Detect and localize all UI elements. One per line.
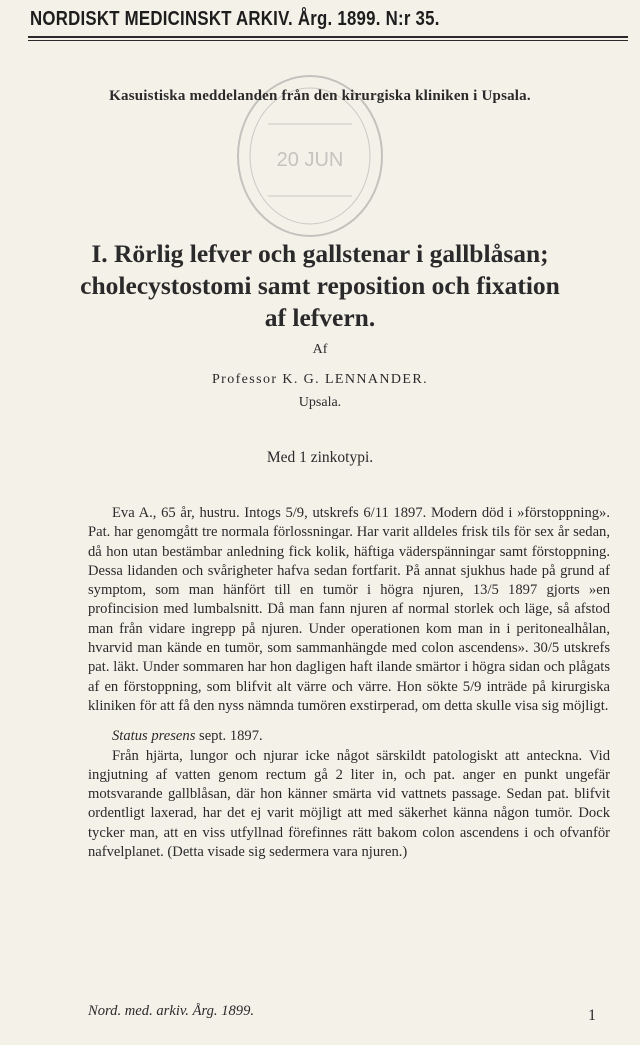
page-footer <box>88 1003 610 1024</box>
status-heading: Status presens sept. 1897. <box>112 728 263 745</box>
journal-header: NORDISKT MEDICINSKT ARKIV. Årg. 1899. N:r 35. <box>30 8 440 30</box>
footer-journal: Nord. med. arkiv. Årg. 1899. <box>88 1003 255 1019</box>
figure-note: Med 1 zinkotypi. <box>266 449 374 466</box>
title-line-2: cholecystostomi samt reposition och fixation <box>80 271 560 300</box>
library-stamp <box>150 46 470 256</box>
header-rule <box>28 36 628 38</box>
title-line-3: af lefvern. <box>264 303 376 332</box>
paragraph-status: Från hjärta, lungor och njurar icke något särskildt patologiskt att anteckna. Vid ingjutning af vatten genom rectum gå 2 liter in, och pat. anger en punkt ungefär motsvarande gallblåsan, där hon känner smärta vid vattnets passage. Sedan pat. blifvit ordentligt laxerad, har det ej varit möjligt att med säkerhet känna någon tumör. Dock tycker man, att en viss utfyllnad förefinnes rätt bakom colon ascendens i och ofvanför nafvelplanet. (Detta visade sig sedermera vara njuren.) <box>88 747 610 861</box>
author-place: Upsala. <box>298 395 342 410</box>
header-rule-thin <box>28 40 628 41</box>
author: Professor K. G. LENNANDER. <box>211 372 429 387</box>
byline-af: Af <box>312 342 328 357</box>
title-line-1: I. Rörlig lefver och gallstenar i gallblåsan; <box>91 239 549 268</box>
page-number: 1 <box>588 1007 596 1024</box>
series-line: Kasuistiska meddelanden från den kirurgiska kliniken i Upsala. <box>109 88 531 104</box>
article-title <box>0 238 640 334</box>
stamp-date: 20 JUN <box>276 149 344 171</box>
paragraph-case-history: Eva A., 65 år, hustru. Intogs 5/9, utskrefs 6/11 1897. Modern död i »förstoppning». Pat. har genomgått tre normala förlossningar. Har varit alldeles frisk tils för sex år sedan, då hon utan bestämbar anledning fick kolik, häftiga väderspänningar samt förstoppning. Dessa lidanden och svårigheter hafva sedan fortfarit. På annat sjukhus hade på grund af symptom, som man hänfört till en tumör i högra njuren, 13/5 1897 gjorts »en profincision med lumbalsnitt. Då man fann njuren af normal storlek och läge, så afstod man från vidare ingrepp på njuren. Under operationen kom man in i peritonealhålan, hvarvid man kände en tumör, som sammanhängde med colon ascendens». 30/5 utskrefs pat. läkt. Under sommaren har hon dagligen haft ilande smärtor i högra sidan och plågats af en förstoppning, som blifvit alt värre och värre. Hon sökte 5/9 inträde på kirurgiska kliniken för att få den nyss nämnda tumören exstirperad, om detta skulle visa sig möjligt. <box>88 505 610 714</box>
body-text <box>88 504 610 862</box>
